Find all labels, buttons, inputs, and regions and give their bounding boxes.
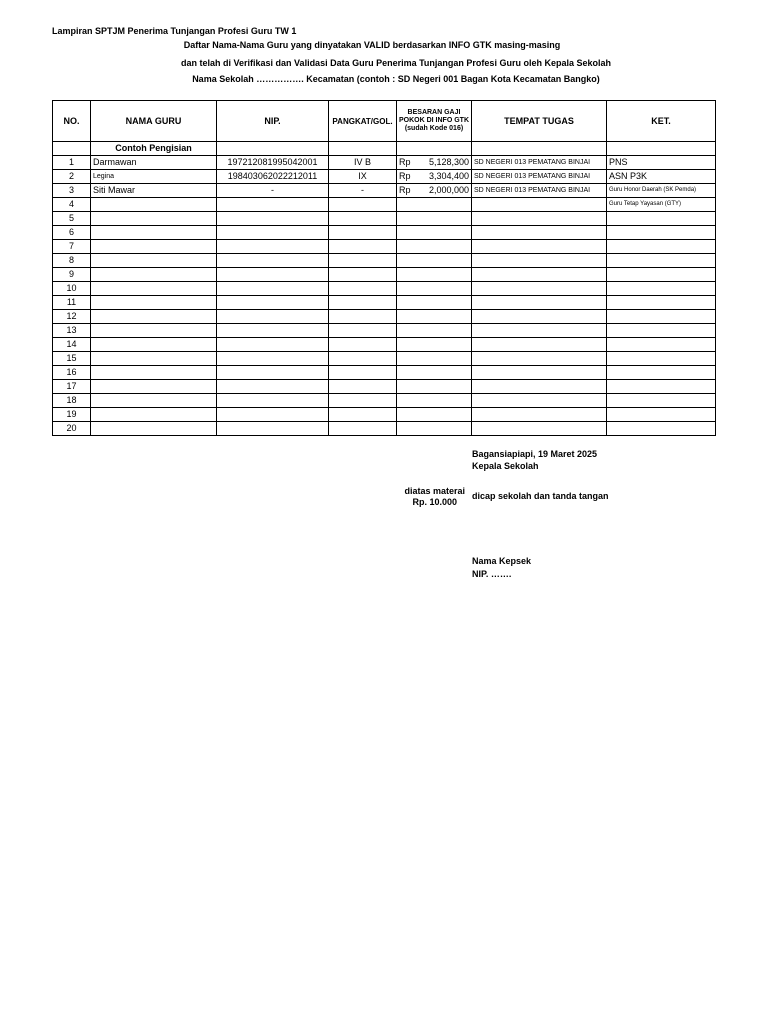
cell-ket bbox=[607, 380, 716, 394]
cell-no: 19 bbox=[53, 408, 91, 422]
cell-gaji-pokok bbox=[421, 240, 472, 254]
cell-pangkat bbox=[329, 366, 397, 380]
signer-nip: NIP. ……. bbox=[472, 569, 512, 579]
cell-pangkat bbox=[329, 380, 397, 394]
cell-currency bbox=[397, 268, 421, 282]
cell-no: 15 bbox=[53, 352, 91, 366]
cell-nip bbox=[217, 212, 329, 226]
cell-gaji-pokok bbox=[421, 310, 472, 324]
col-header-pangkat: PANGKAT/GOL. bbox=[329, 101, 397, 142]
cell-pangkat: IX bbox=[329, 170, 397, 184]
cell-gaji-pokok bbox=[421, 338, 472, 352]
cell-ket bbox=[607, 310, 716, 324]
col-header-nama-guru: NAMA GURU bbox=[91, 101, 217, 142]
cell-tempat-tugas bbox=[472, 296, 607, 310]
cell-pangkat bbox=[329, 338, 397, 352]
cell-nip: 198403062022212011 bbox=[217, 170, 329, 184]
cell-pangkat bbox=[329, 422, 397, 436]
cell-currency bbox=[397, 394, 421, 408]
cell-pangkat bbox=[329, 268, 397, 282]
document-heading-line-1: Daftar Nama-Nama Guru yang dinyatakan VALID berdasarkan INFO GTK masing-masing bbox=[183, 40, 561, 50]
cell-tempat-tugas bbox=[472, 254, 607, 268]
cell-tempat-tugas bbox=[472, 394, 607, 408]
col-header-tempat-tugas: TEMPAT TUGAS bbox=[472, 101, 607, 142]
cell-ket: ASN P3K bbox=[607, 170, 716, 184]
col-header-nip: NIP. bbox=[217, 101, 329, 142]
cell-tempat-tugas: SD NEGERI 013 PEMATANG BINJAI bbox=[472, 170, 607, 184]
table-row bbox=[53, 366, 716, 380]
cell-ket bbox=[607, 240, 716, 254]
cell-no: 1 bbox=[53, 156, 91, 170]
table-row bbox=[53, 198, 716, 212]
cell-gaji-pokok bbox=[421, 198, 472, 212]
cell-pangkat bbox=[329, 394, 397, 408]
cell-no: 12 bbox=[53, 310, 91, 324]
cell-currency bbox=[397, 198, 421, 212]
cell-tempat-tugas bbox=[472, 380, 607, 394]
cell-gaji-pokok bbox=[421, 282, 472, 296]
cell-tempat-tugas bbox=[472, 240, 607, 254]
cell-no: 13 bbox=[53, 324, 91, 338]
table-row bbox=[53, 408, 716, 422]
cell-tempat-tugas: SD NEGERI 013 PEMATANG BINJAI bbox=[472, 184, 607, 198]
table-row bbox=[53, 380, 716, 394]
example-label: Contoh Pengisian bbox=[91, 142, 217, 156]
cell-pangkat bbox=[329, 226, 397, 240]
document-heading-line-2: dan telah di Verifikasi dan Validasi Data Guru Penerima Tunjangan Profesi Guru oleh Kepala Sekolah bbox=[181, 58, 611, 68]
cell-nama-guru bbox=[91, 296, 217, 310]
cell-pangkat bbox=[329, 296, 397, 310]
table-row bbox=[53, 324, 716, 338]
cell-ket bbox=[607, 268, 716, 282]
cell-gaji-pokok bbox=[421, 408, 472, 422]
cell-gaji-pokok bbox=[421, 268, 472, 282]
cell-no: 5 bbox=[53, 212, 91, 226]
cell-pangkat bbox=[329, 352, 397, 366]
cell-nama-guru: Siti Mawar bbox=[91, 184, 217, 198]
cell-nip bbox=[217, 324, 329, 338]
cell-ket bbox=[607, 366, 716, 380]
cell-no: 9 bbox=[53, 268, 91, 282]
cell-tempat-tugas bbox=[472, 268, 607, 282]
table-row bbox=[53, 310, 716, 324]
cell-nama-guru bbox=[91, 422, 217, 436]
cell-gaji-pokok bbox=[421, 212, 472, 226]
table-row bbox=[53, 268, 716, 282]
cell-tempat-tugas bbox=[472, 198, 607, 212]
cell-nip bbox=[217, 380, 329, 394]
cell-nama-guru bbox=[91, 380, 217, 394]
cell-nama-guru bbox=[91, 282, 217, 296]
cell-pangkat: - bbox=[329, 184, 397, 198]
cell-nama-guru bbox=[91, 408, 217, 422]
cell-ket bbox=[607, 408, 716, 422]
cell-pangkat bbox=[329, 254, 397, 268]
cell-nip bbox=[217, 198, 329, 212]
cell-gaji-pokok bbox=[421, 254, 472, 268]
cell-pangkat bbox=[329, 282, 397, 296]
table-row bbox=[53, 184, 716, 198]
stamp-note: dicap sekolah dan tanda tangan bbox=[472, 491, 609, 501]
cell-tempat-tugas bbox=[472, 422, 607, 436]
cell-nama-guru: Legina bbox=[91, 170, 217, 184]
cell-ket bbox=[607, 394, 716, 408]
cell-nip bbox=[217, 268, 329, 282]
cell-gaji-pokok bbox=[421, 422, 472, 436]
table-row bbox=[53, 422, 716, 436]
cell-currency bbox=[397, 352, 421, 366]
cell-gaji-pokok bbox=[421, 380, 472, 394]
cell-pangkat bbox=[329, 212, 397, 226]
cell-pangkat bbox=[329, 240, 397, 254]
cell-nama-guru bbox=[91, 352, 217, 366]
col-header-gaji-pokok: BESARAN GAJI POKOK DI INFO GTK (sudah Kode 016) bbox=[397, 101, 472, 142]
cell-nip bbox=[217, 352, 329, 366]
cell-nip bbox=[217, 366, 329, 380]
cell-nama-guru: Darmawan bbox=[91, 156, 217, 170]
cell-currency bbox=[397, 366, 421, 380]
cell-gaji-pokok bbox=[421, 296, 472, 310]
cell-nama-guru bbox=[91, 310, 217, 324]
cell-pangkat: IV B bbox=[329, 156, 397, 170]
cell-currency bbox=[397, 226, 421, 240]
cell-tempat-tugas: SD NEGERI 013 PEMATANG BINJAI bbox=[472, 156, 607, 170]
signer-name: Nama Kepsek bbox=[472, 556, 532, 566]
materai-note: diatas materai bbox=[404, 486, 465, 496]
cell-nip: 197212081995042001 bbox=[217, 156, 329, 170]
signer-role: Kepala Sekolah bbox=[472, 461, 539, 471]
cell-tempat-tugas bbox=[472, 338, 607, 352]
cell-gaji-pokok: 3,304,400 bbox=[421, 170, 472, 184]
cell-nip bbox=[217, 282, 329, 296]
cell-nip bbox=[217, 338, 329, 352]
cell-no: 3 bbox=[53, 184, 91, 198]
cell-gaji-pokok bbox=[421, 324, 472, 338]
school-name-line: Nama Sekolah ……………. Kecamatan (contoh : SD Negeri 001 Bagan Kota Kecamatan Bangko) bbox=[192, 74, 600, 84]
cell-ket bbox=[607, 338, 716, 352]
cell-tempat-tugas bbox=[472, 310, 607, 324]
cell-no: 10 bbox=[53, 282, 91, 296]
table-header-row bbox=[53, 101, 716, 142]
table-row bbox=[53, 296, 716, 310]
table-row bbox=[53, 254, 716, 268]
col-header-no: NO. bbox=[53, 101, 91, 142]
cell-nama-guru bbox=[91, 338, 217, 352]
cell-currency bbox=[397, 282, 421, 296]
col-header-ket: KET. bbox=[607, 101, 716, 142]
cell-no: 7 bbox=[53, 240, 91, 254]
example-label-row bbox=[53, 142, 716, 156]
cell-currency bbox=[397, 310, 421, 324]
table-row bbox=[53, 226, 716, 240]
cell-no: 14 bbox=[53, 338, 91, 352]
cell-tempat-tugas bbox=[472, 366, 607, 380]
cell-nama-guru bbox=[91, 394, 217, 408]
cell-tempat-tugas bbox=[472, 408, 607, 422]
cell-nama-guru bbox=[91, 324, 217, 338]
cell-gaji-pokok bbox=[421, 352, 472, 366]
cell-currency bbox=[397, 338, 421, 352]
table-row bbox=[53, 352, 716, 366]
cell-pangkat bbox=[329, 310, 397, 324]
cell-currency bbox=[397, 212, 421, 226]
cell-ket bbox=[607, 254, 716, 268]
table-row bbox=[53, 338, 716, 352]
cell-no: 8 bbox=[53, 254, 91, 268]
cell-nip bbox=[217, 310, 329, 324]
cell-no: 4 bbox=[53, 198, 91, 212]
cell-no: 11 bbox=[53, 296, 91, 310]
cell-nip bbox=[217, 254, 329, 268]
cell-nip bbox=[217, 422, 329, 436]
cell-ket bbox=[607, 282, 716, 296]
cell-nama-guru bbox=[91, 268, 217, 282]
materai-amount: Rp. 10.000 bbox=[412, 497, 457, 507]
table-row bbox=[53, 212, 716, 226]
cell-nip bbox=[217, 240, 329, 254]
cell-gaji-pokok bbox=[421, 394, 472, 408]
cell-currency bbox=[397, 254, 421, 268]
cell-nama-guru bbox=[91, 198, 217, 212]
cell-no: 18 bbox=[53, 394, 91, 408]
cell-nama-guru bbox=[91, 240, 217, 254]
cell-currency bbox=[397, 408, 421, 422]
cell-no: 20 bbox=[53, 422, 91, 436]
cell-pangkat bbox=[329, 324, 397, 338]
cell-nip: - bbox=[217, 184, 329, 198]
cell-currency: Rp bbox=[397, 156, 421, 170]
cell-tempat-tugas bbox=[472, 282, 607, 296]
cell-currency bbox=[397, 324, 421, 338]
cell-nama-guru bbox=[91, 254, 217, 268]
table-row bbox=[53, 170, 716, 184]
teacher-table bbox=[52, 100, 716, 436]
cell-gaji-pokok: 5,128,300 bbox=[421, 156, 472, 170]
cell-currency bbox=[397, 422, 421, 436]
cell-ket bbox=[607, 296, 716, 310]
cell-ket: Guru Honor Daerah (SK Pemda) bbox=[607, 184, 716, 198]
cell-tempat-tugas bbox=[472, 324, 607, 338]
cell-currency bbox=[397, 380, 421, 394]
table-row bbox=[53, 282, 716, 296]
place-date: Bagansiapiapi, 19 Maret 2025 bbox=[472, 449, 598, 459]
cell-ket: Guru Tetap Yayasan (GTY) bbox=[607, 198, 716, 212]
attachment-title: Lampiran SPTJM Penerima Tunjangan Profesi Guru TW 1 bbox=[52, 26, 297, 36]
cell-currency: Rp bbox=[397, 170, 421, 184]
cell-gaji-pokok: 2,000,000 bbox=[421, 184, 472, 198]
cell-currency bbox=[397, 296, 421, 310]
cell-ket bbox=[607, 324, 716, 338]
cell-tempat-tugas bbox=[472, 212, 607, 226]
cell-ket bbox=[607, 422, 716, 436]
cell-ket bbox=[607, 226, 716, 240]
cell-ket bbox=[607, 212, 716, 226]
cell-gaji-pokok bbox=[421, 226, 472, 240]
cell-no: 6 bbox=[53, 226, 91, 240]
cell-nama-guru bbox=[91, 212, 217, 226]
cell-ket bbox=[607, 352, 716, 366]
cell-pangkat bbox=[329, 198, 397, 212]
cell-no: 2 bbox=[53, 170, 91, 184]
table-row bbox=[53, 240, 716, 254]
table-row bbox=[53, 394, 716, 408]
cell-gaji-pokok bbox=[421, 366, 472, 380]
cell-no: 17 bbox=[53, 380, 91, 394]
cell-nama-guru bbox=[91, 366, 217, 380]
cell-tempat-tugas bbox=[472, 352, 607, 366]
cell-nip bbox=[217, 226, 329, 240]
cell-nama-guru bbox=[91, 226, 217, 240]
cell-nip bbox=[217, 408, 329, 422]
cell-nip bbox=[217, 394, 329, 408]
cell-ket: PNS bbox=[607, 156, 716, 170]
cell-tempat-tugas bbox=[472, 226, 607, 240]
cell-no: 16 bbox=[53, 366, 91, 380]
cell-currency bbox=[397, 240, 421, 254]
cell-nip bbox=[217, 296, 329, 310]
cell-pangkat bbox=[329, 408, 397, 422]
table-row bbox=[53, 156, 716, 170]
cell-currency: Rp bbox=[397, 184, 421, 198]
